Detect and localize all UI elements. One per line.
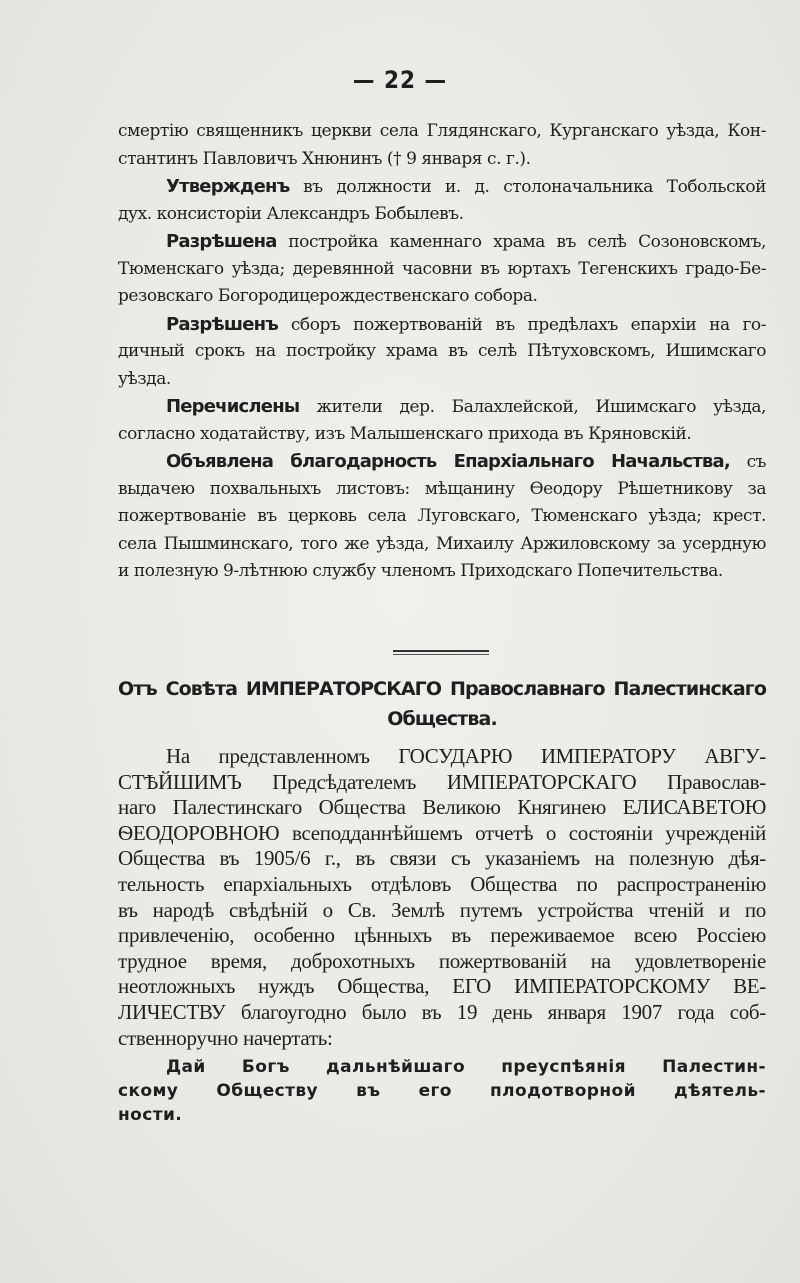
text-line: выдачею похвальныхъ листовъ: мѣщанину Ѳеодору Рѣшетникову за xyxy=(118,478,766,499)
paragraph-lead-word: Разрѣшена xyxy=(166,231,277,252)
paragraph-lead-phrase: Объявлена благодарность Епархіальнаго Начальства, xyxy=(166,451,730,472)
text-line: Тюменскаго уѣзда; деревянной часовни въ юртахъ Тегенскихъ градо-Бе- xyxy=(118,258,766,279)
text-line: неотложныхъ нуждъ Общества, ЕГО ИМПЕРАТОРСКОМУ ВЕ- xyxy=(118,974,766,999)
text-fragment: жители дер. Балахлейской, Ишимскаго уѣзда, xyxy=(316,397,766,417)
section-divider xyxy=(393,650,489,652)
paragraph-first-line xyxy=(118,228,766,256)
text-line: и полезную 9-лѣтнюю службу членомъ Приходскаго Попечительства. xyxy=(118,561,723,581)
text-line: наго Палестинскаго Общества Великою Княгинею ЕЛИСАВЕТОЮ xyxy=(118,795,766,820)
resolution-line: ности. xyxy=(118,1105,183,1125)
text-fragment: постройка каменнаго храма въ селѣ Созоновскомъ, xyxy=(288,232,766,252)
paragraph-lead-word: Утвержденъ xyxy=(166,176,290,197)
resolution-line: Дай Богъ дальнѣйшаго преуспѣянія Палестин- xyxy=(166,1057,766,1077)
text-line: уѣзда. xyxy=(118,368,171,389)
paragraph-first-line xyxy=(118,311,766,339)
paragraph-permitted-construction xyxy=(118,228,766,311)
paragraph-permitted-collection xyxy=(118,311,766,394)
text-line: ѲЕОДОРОВНОЮ всеподданнѣйшемъ отчетѣ о состояніи учрежденій xyxy=(118,820,766,845)
paragraph-lead-word: Разрѣшенъ xyxy=(166,313,279,335)
paragraph-gratitude xyxy=(118,448,766,586)
text-fragment: съ xyxy=(746,452,766,472)
text-line: ственноручно начертать: xyxy=(118,1025,333,1050)
text-fragment: сборъ пожертвованій въ предѣлахъ епархіи на го- xyxy=(290,314,766,335)
paragraph-first-line xyxy=(118,448,766,476)
text-line: дух. консисторіи Александръ Бобылевъ. xyxy=(118,203,464,224)
text-line: Общества въ 1905/6 г., въ связи съ указаніемъ на полезную дѣя- xyxy=(118,846,766,871)
palestine-society-paragraph xyxy=(118,744,766,1051)
paragraph-transferred xyxy=(118,393,766,448)
text-line: смертію священникъ церкви села Глядянскаго, Курганскаго уѣзда, Кон- xyxy=(118,121,766,141)
text-line: дичный срокъ на постройку храма въ селѣ Пѣтуховскомъ, Ишимскаго xyxy=(118,341,766,361)
paragraph-first-line xyxy=(118,173,766,201)
text-line: въ народѣ свѣдѣній о Св. Землѣ путемъ устройства чтеній и по xyxy=(118,897,766,922)
text-line: резовскаго Богородицерождественскаго собора. xyxy=(118,286,538,306)
heading-line: Отъ Совѣта ИМПЕРАТОРСКАГО Православнаго Палестинскаго xyxy=(118,678,766,700)
text-line: пожертвованіе въ церковь села Луговскаго, Тюменскаго уѣзда; крест. xyxy=(118,506,766,526)
text-line: привлеченію, особенно цѣнныхъ въ переживаемое всею Россіею xyxy=(118,923,766,948)
page-number: — 22 — xyxy=(352,66,448,94)
paragraph-lead-word: Перечислены xyxy=(166,396,300,417)
resolution-line: скому Обществу въ его плодотворной дѣятель- xyxy=(118,1081,766,1101)
paragraph-first-line xyxy=(118,393,766,421)
text-line: ЛИЧЕСТВУ благоугодно было въ 19 день января 1907 года соб- xyxy=(118,999,766,1024)
paragraph-approved xyxy=(118,173,766,228)
section-heading xyxy=(118,674,766,734)
text-line: тельность епархіальныхъ отдѣловъ Общества по распространенію xyxy=(118,871,766,896)
text-fragment: въ должности и. д. столоначальника Тобольской xyxy=(303,177,766,197)
text-line: согласно ходатайству, изъ Малышенскаго прихода въ Кряновскій. xyxy=(118,423,692,444)
text-line: трудное время, доброхотныхъ пожертвованій на удовлетвореніе xyxy=(118,948,766,973)
text-line: села Пышминскаго, того же уѣзда, Михаилу Аржиловскому за усердную xyxy=(118,533,766,554)
announcements-section xyxy=(118,118,766,586)
text-line: На представленномъ ГОСУДАРЮ ИМПЕРАТОРУ АВГУ- xyxy=(166,744,766,768)
text-line: стантинъ Павловичъ Хнюнинъ († 9 января с. г.). xyxy=(118,148,531,169)
imperial-resolution xyxy=(118,1055,766,1127)
heading-line: Общества. xyxy=(387,708,497,730)
text-line: СТѢЙШИМЪ Предсѣдателемъ ИМПЕРАТОРСКАГО Православ- xyxy=(118,769,766,794)
